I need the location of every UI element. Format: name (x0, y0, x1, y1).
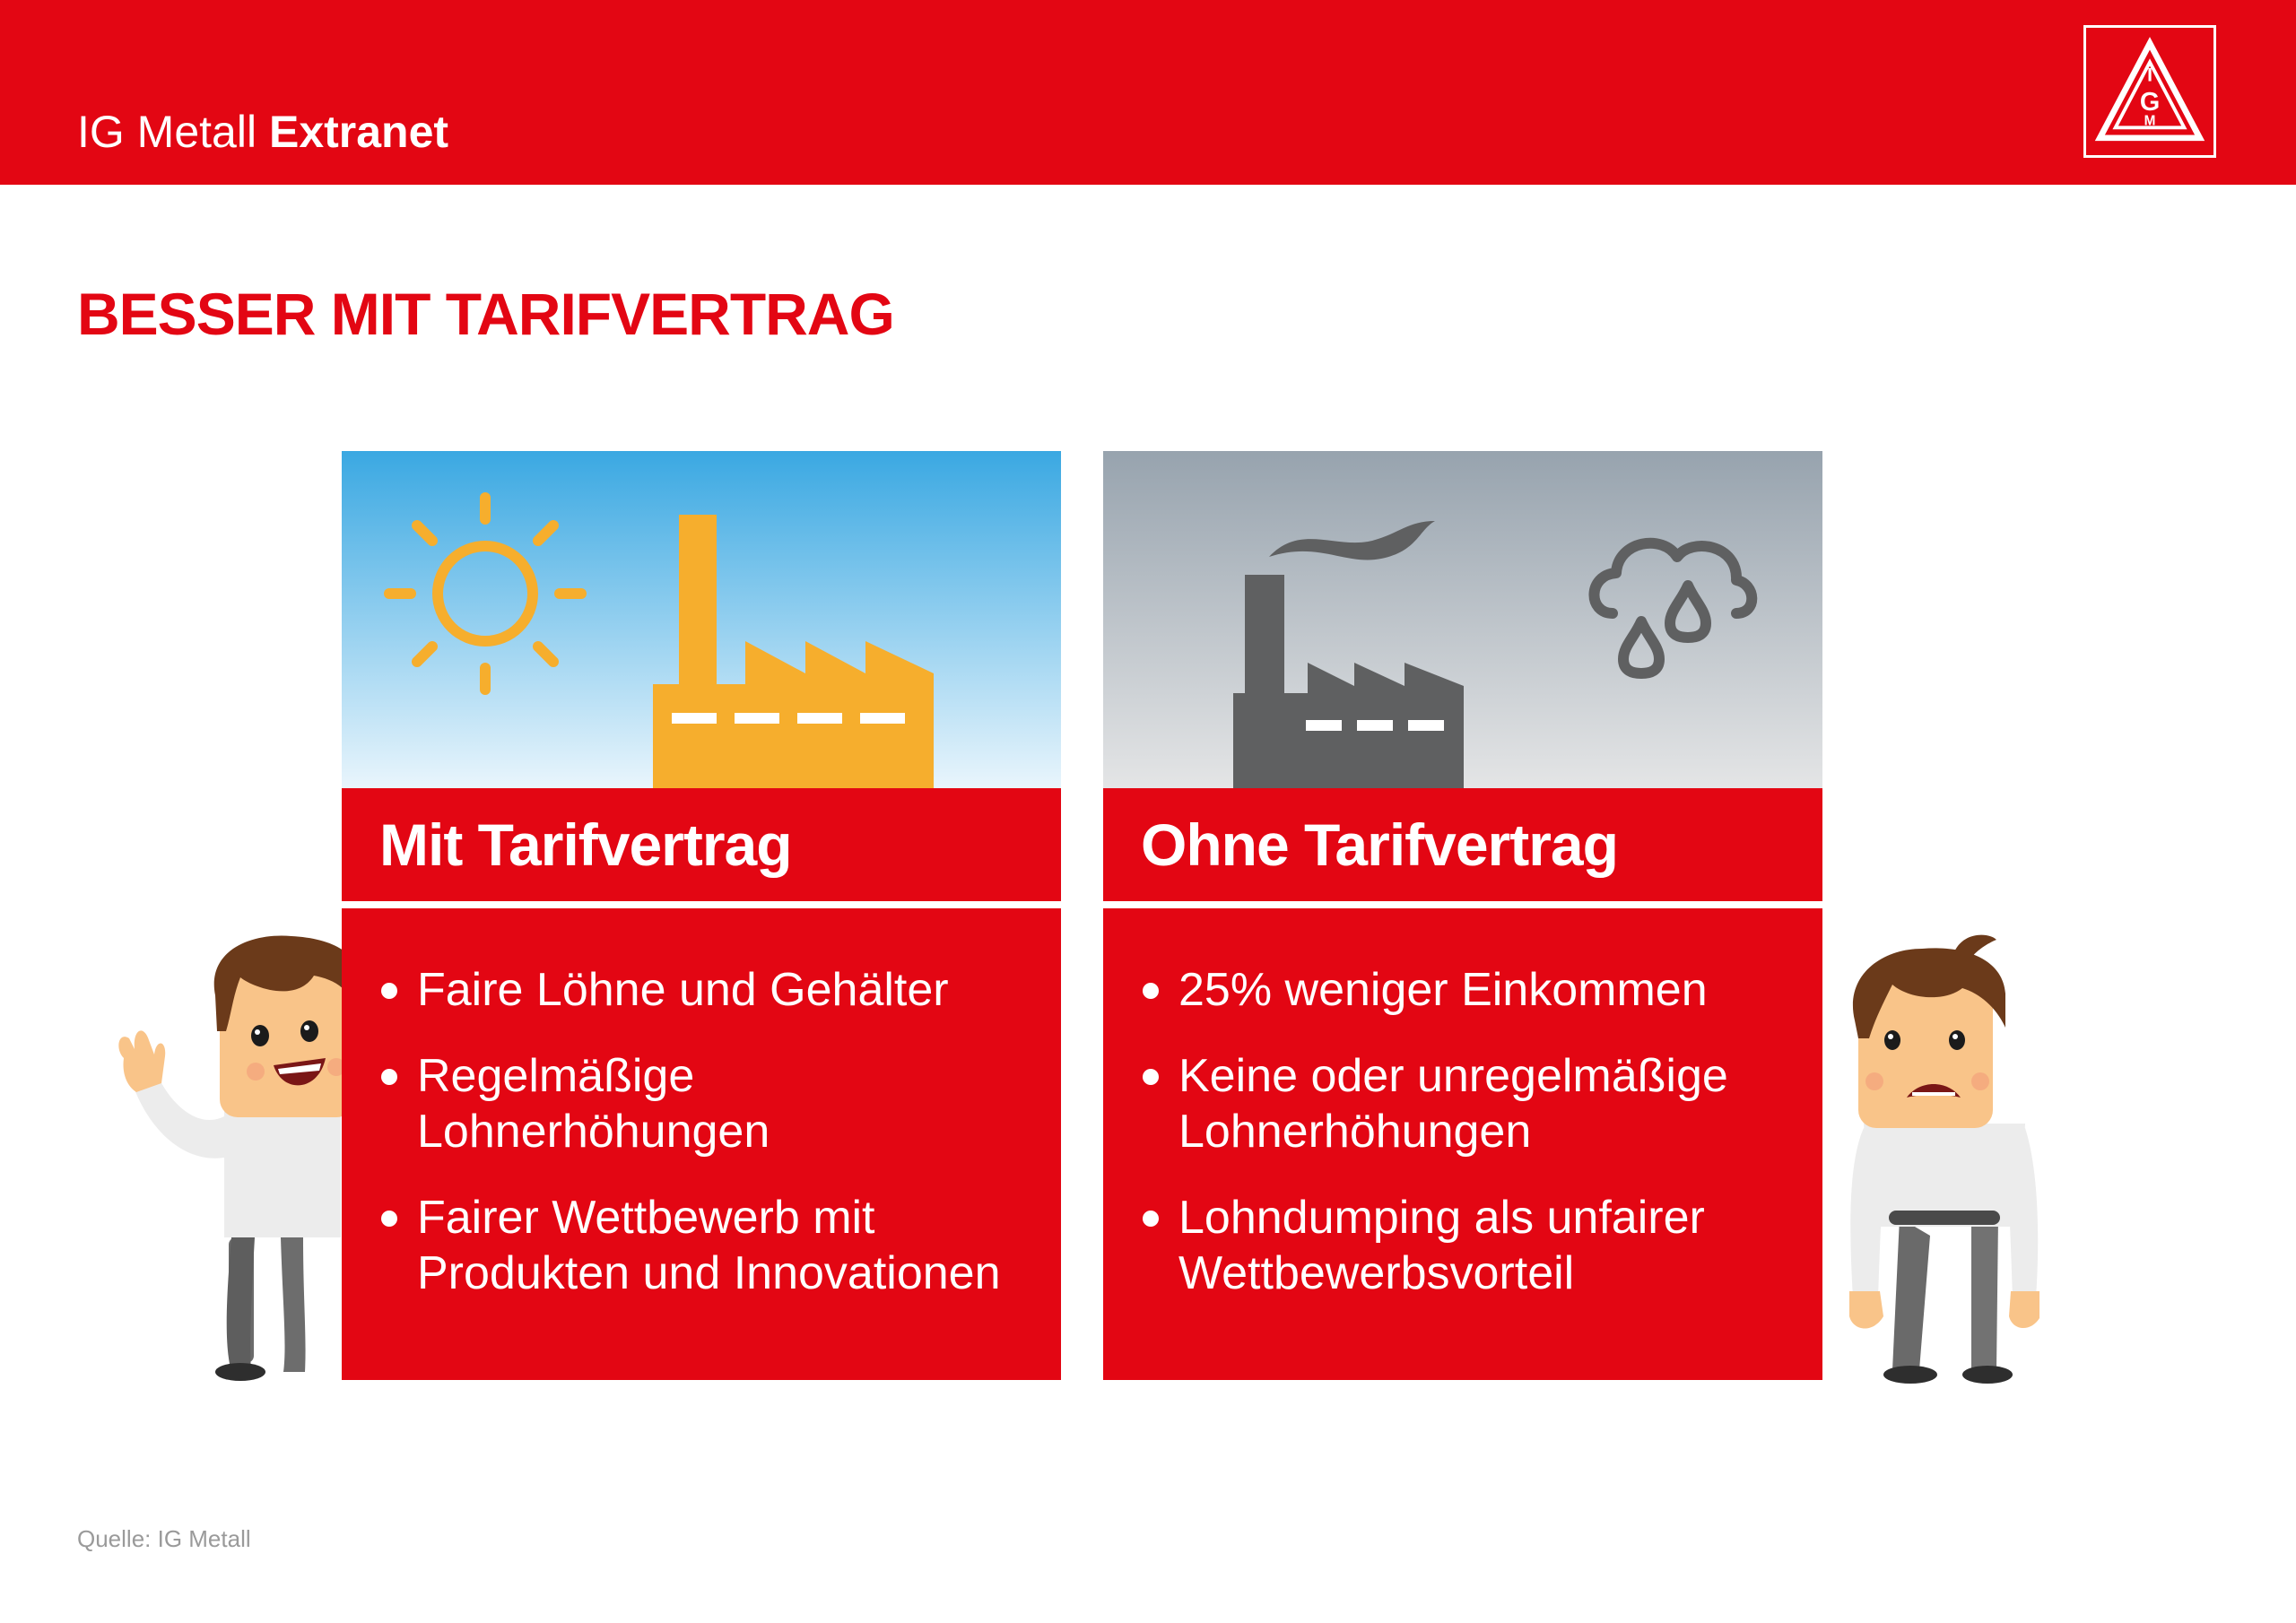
bullet-item (1141, 1190, 1796, 1301)
card-body (1103, 908, 1822, 1380)
bullet-item (379, 1048, 1034, 1159)
bullet-line: Regelmäßige Lohnerhöhungen (417, 1050, 770, 1158)
page-title: BESSER MIT TARIFVERTRAG (77, 281, 894, 347)
bullet-line: Keine oder unregelmäßige Lohnerhöhungen (1178, 1050, 1728, 1158)
card-ohne-tarifvertrag (1103, 451, 1822, 1380)
bullet-list (1141, 962, 1796, 1301)
ig-metall-logo-icon (2083, 25, 2216, 158)
bullet-list (379, 962, 1034, 1301)
logo-letter-m: M (2144, 113, 2156, 129)
bullet-line: Fairer Wettbewerb mit Produkten und Innovationen (417, 1192, 1001, 1299)
brand-name: IG Metall (77, 107, 257, 157)
logo-letter-g: G (2139, 88, 2161, 117)
logo-letter-i: I (2147, 65, 2152, 86)
bullet-line: Lohndumping als unfairer Wettbewerbsvorteil (1178, 1192, 1705, 1299)
card-mit-tarifvertrag (342, 451, 1061, 1380)
sunny-factory-illustration (342, 451, 1061, 788)
happy-waving-worker-illustration (72, 924, 359, 1381)
card-body (342, 908, 1061, 1380)
sad-worker-illustration (1837, 922, 2052, 1388)
header-bar (0, 0, 2296, 185)
bullet-item (379, 1190, 1034, 1301)
bullet-item (1141, 1048, 1796, 1159)
card-title: Ohne Tarifvertrag (1103, 788, 1822, 901)
brand-section: Extranet (268, 107, 449, 157)
rainy-factory-illustration (1103, 451, 1822, 788)
source-note: Quelle: IG Metall (77, 1525, 251, 1552)
bullet-item: 25% weniger Einkommen (1141, 962, 1796, 1018)
card-title: Mit Tarifvertrag (342, 788, 1061, 901)
bullet-item: Faire Löhne und Gehälter (379, 962, 1034, 1018)
brand-title (77, 105, 448, 159)
